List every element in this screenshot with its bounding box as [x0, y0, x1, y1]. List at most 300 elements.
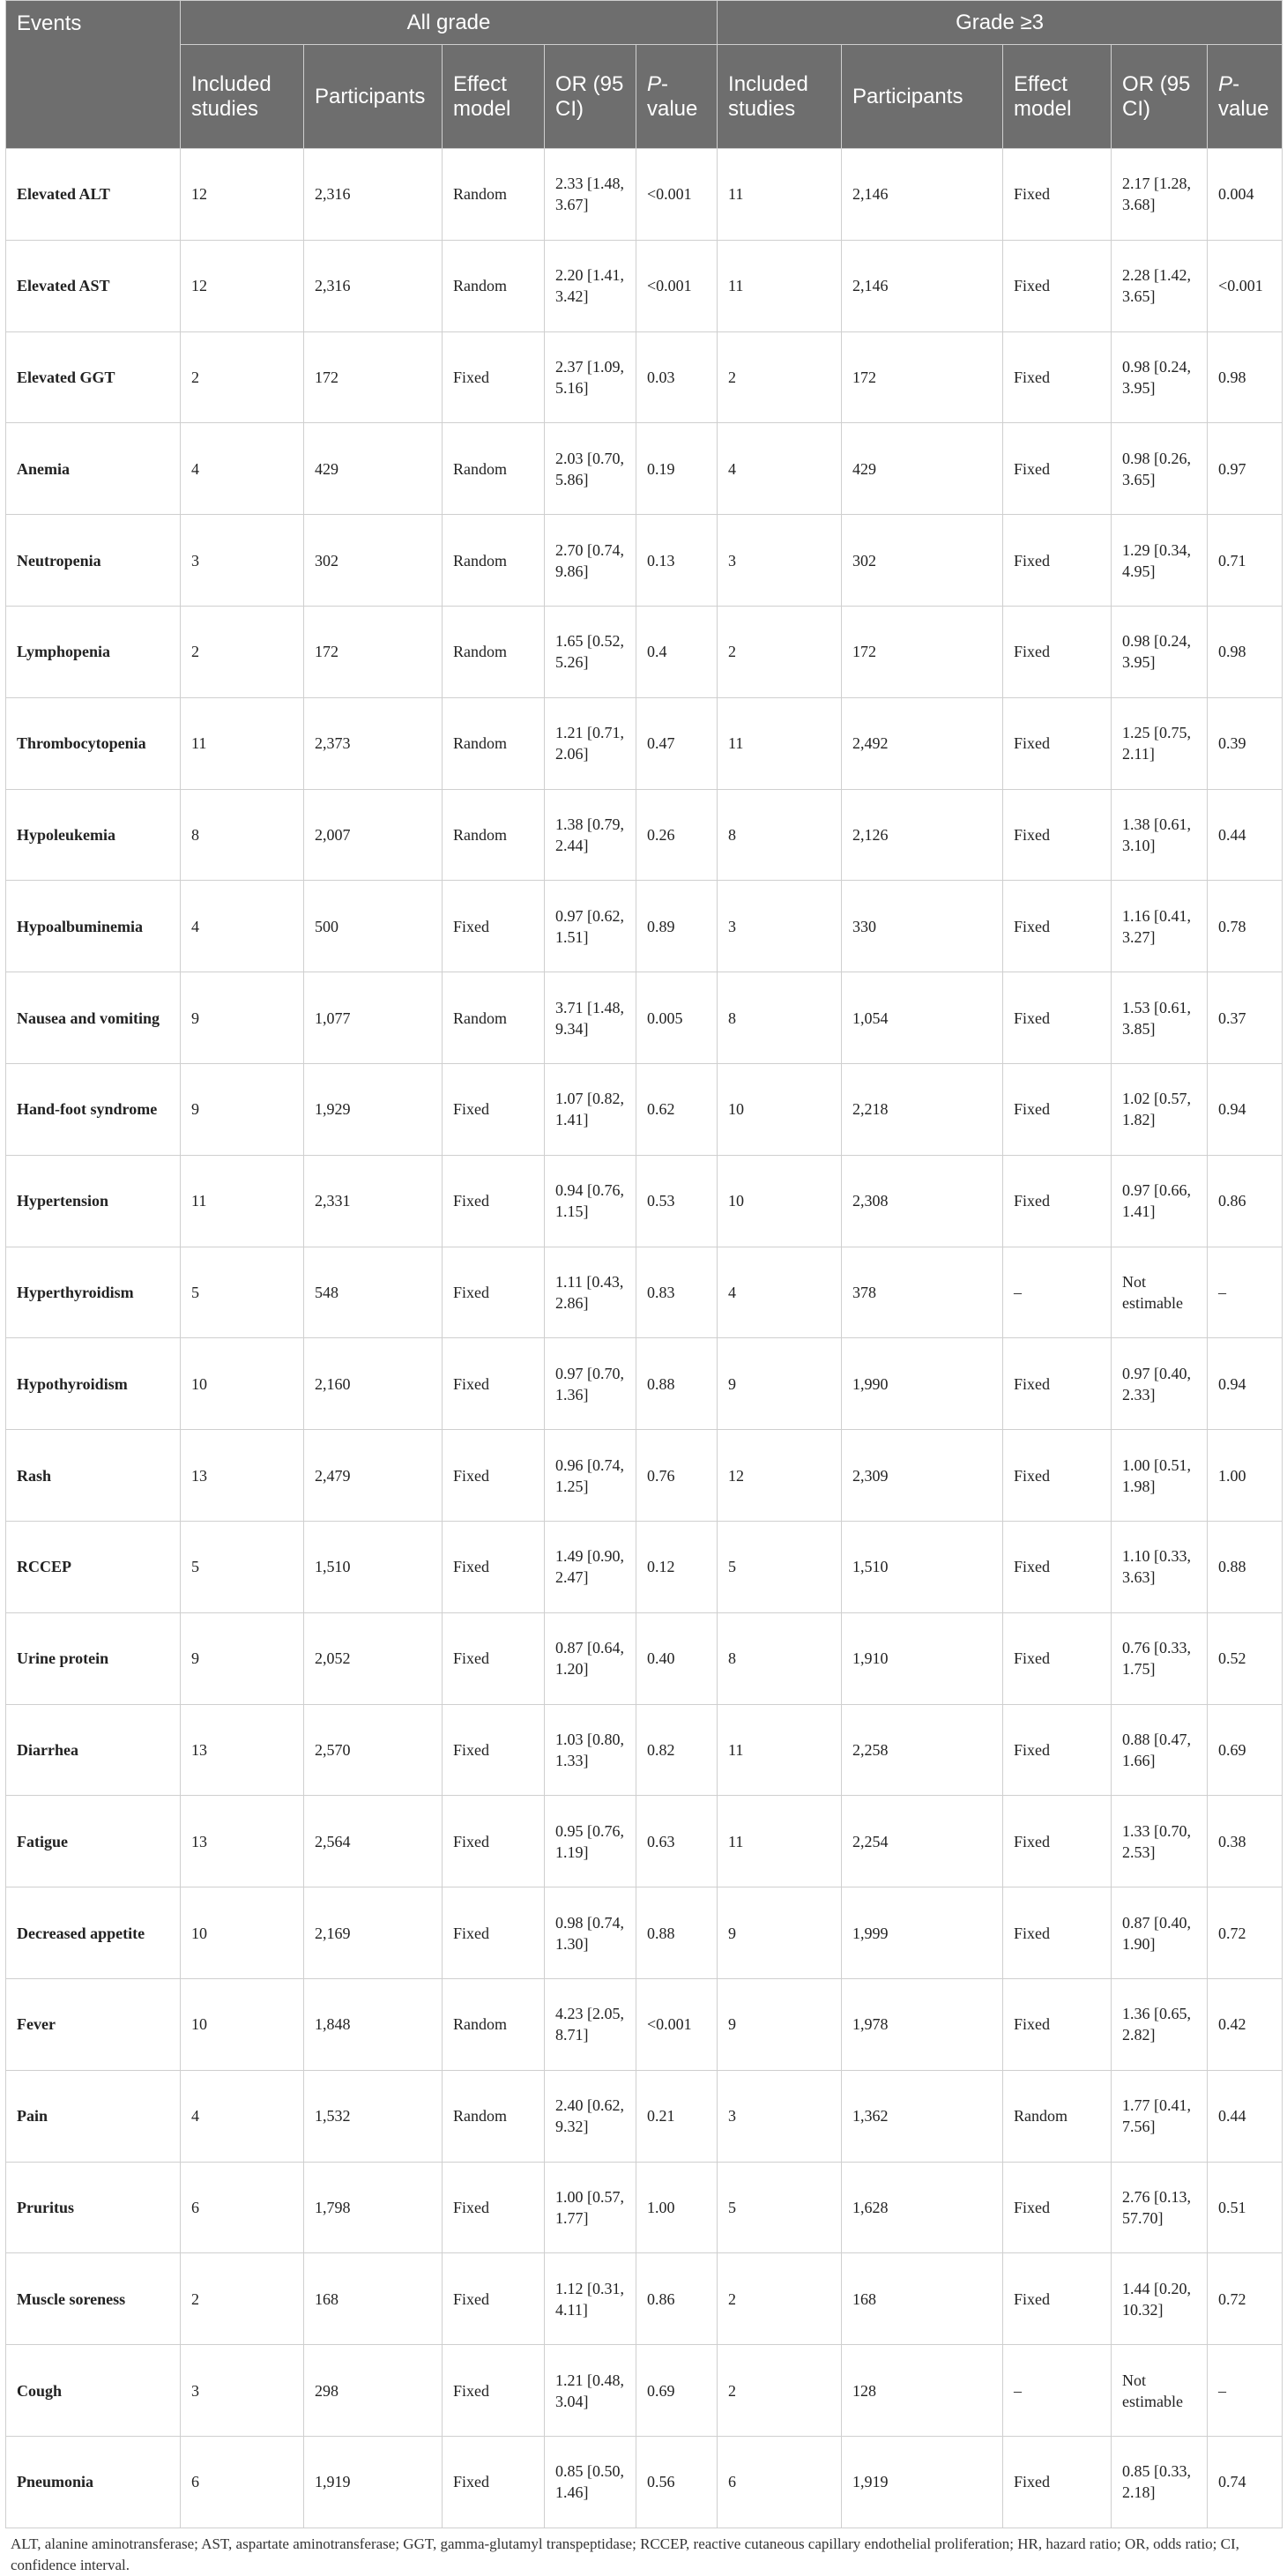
all-or-ci-cell: 3.71 [1.48, 9.34]	[545, 972, 636, 1064]
g3-p-value-cell: 0.004	[1208, 149, 1283, 241]
all-included-cell: 12	[181, 240, 304, 331]
all-effect-model-cell: Fixed	[443, 1887, 545, 1979]
header-g3-p-value	[1208, 45, 1283, 149]
all-p-value-cell: 0.53	[636, 1155, 718, 1247]
all-participants-cell: 2,160	[304, 1338, 443, 1430]
table-row	[6, 515, 1283, 607]
g3-included-cell: 9	[718, 1338, 842, 1430]
g3-or-ci-cell: 1.77 [0.41, 7.56]	[1112, 2070, 1208, 2162]
g3-included-cell: 2	[718, 2253, 842, 2345]
all-participants-cell: 429	[304, 423, 443, 515]
all-p-value-cell: 0.40	[636, 1612, 718, 1704]
all-or-ci-cell: 4.23 [2.05, 8.71]	[545, 1978, 636, 2070]
event-cell: Decreased appetite	[6, 1887, 181, 1979]
g3-included-cell: 6	[718, 2436, 842, 2528]
g3-participants-cell: 1,054	[842, 972, 1003, 1064]
all-participants-cell: 2,316	[304, 240, 443, 331]
all-effect-model-cell: Random	[443, 697, 545, 789]
p-italic: P	[1218, 71, 1233, 96]
all-p-value-cell: 0.69	[636, 2345, 718, 2437]
g3-or-ci-cell: 2.28 [1.42, 3.65]	[1112, 240, 1208, 331]
table-row	[6, 2436, 1283, 2528]
all-p-value-cell: 0.76	[636, 1430, 718, 1522]
all-p-value-cell: 0.62	[636, 1063, 718, 1155]
header-all-or: OR (95 CI)	[545, 45, 636, 149]
all-p-value-cell: 0.13	[636, 515, 718, 607]
all-participants-cell: 302	[304, 515, 443, 607]
g3-or-ci-cell: 1.00 [0.51, 1.98]	[1112, 1430, 1208, 1522]
g3-p-value-cell: 0.42	[1208, 1978, 1283, 2070]
all-p-value-cell: <0.001	[636, 240, 718, 331]
g3-or-ci-cell: 0.97 [0.66, 1.41]	[1112, 1155, 1208, 1247]
header-g3-included: Included studies	[718, 45, 842, 149]
all-effect-model-cell: Fixed	[443, 2162, 545, 2253]
all-participants-cell: 1,919	[304, 2436, 443, 2528]
g3-or-ci-cell: 1.10 [0.33, 3.63]	[1112, 1521, 1208, 1612]
table-row	[6, 1247, 1283, 1338]
g3-included-cell: 8	[718, 789, 842, 881]
all-included-cell: 10	[181, 1338, 304, 1430]
all-p-value-cell: 0.82	[636, 1704, 718, 1796]
table-row	[6, 1796, 1283, 1887]
all-included-cell: 4	[181, 2070, 304, 2162]
all-included-cell: 13	[181, 1704, 304, 1796]
g3-effect-model-cell: Fixed	[1003, 789, 1112, 881]
table-row	[6, 2162, 1283, 2253]
all-participants-cell: 1,532	[304, 2070, 443, 2162]
g3-included-cell: 11	[718, 697, 842, 789]
g3-effect-model-cell: –	[1003, 1247, 1112, 1338]
event-cell: Hand-foot syndrome	[6, 1063, 181, 1155]
g3-effect-model-cell: Fixed	[1003, 1978, 1112, 2070]
g3-effect-model-cell: Fixed	[1003, 423, 1112, 515]
table-row	[6, 1155, 1283, 1247]
all-or-ci-cell: 0.97 [0.70, 1.36]	[545, 1338, 636, 1430]
all-p-value-cell: 1.00	[636, 2162, 718, 2253]
g3-included-cell: 5	[718, 1521, 842, 1612]
header-all-included: Included studies	[181, 45, 304, 149]
all-included-cell: 9	[181, 1063, 304, 1155]
g3-effect-model-cell: Fixed	[1003, 1338, 1112, 1430]
event-cell: Pruritus	[6, 2162, 181, 2253]
event-cell: Cough	[6, 2345, 181, 2437]
all-included-cell: 4	[181, 423, 304, 515]
header-grade3: Grade ≥3	[718, 1, 1283, 45]
table-row	[6, 2253, 1283, 2345]
all-effect-model-cell: Fixed	[443, 331, 545, 423]
g3-p-value-cell: 0.88	[1208, 1521, 1283, 1612]
g3-included-cell: 11	[718, 149, 842, 241]
g3-participants-cell: 168	[842, 2253, 1003, 2345]
table-row	[6, 1063, 1283, 1155]
p-rest: -value	[1218, 71, 1269, 121]
g3-p-value-cell: –	[1208, 1247, 1283, 1338]
table-row	[6, 1430, 1283, 1522]
all-participants-cell: 2,570	[304, 1704, 443, 1796]
event-cell: Pneumonia	[6, 2436, 181, 2528]
g3-participants-cell: 128	[842, 2345, 1003, 2437]
event-cell: Anemia	[6, 423, 181, 515]
g3-or-ci-cell: 1.44 [0.20, 10.32]	[1112, 2253, 1208, 2345]
g3-or-ci-cell: 1.33 [0.70, 2.53]	[1112, 1796, 1208, 1887]
g3-effect-model-cell: –	[1003, 2345, 1112, 2437]
table-row	[6, 1521, 1283, 1612]
all-effect-model-cell: Fixed	[443, 1704, 545, 1796]
g3-included-cell: 2	[718, 606, 842, 697]
g3-effect-model-cell: Fixed	[1003, 515, 1112, 607]
g3-effect-model-cell: Fixed	[1003, 331, 1112, 423]
all-p-value-cell: 0.56	[636, 2436, 718, 2528]
table-row	[6, 789, 1283, 881]
all-participants-cell: 1,798	[304, 2162, 443, 2253]
event-cell: Elevated GGT	[6, 331, 181, 423]
event-cell: Hyperthyroidism	[6, 1247, 181, 1338]
g3-included-cell: 9	[718, 1887, 842, 1979]
all-effect-model-cell: Fixed	[443, 2345, 545, 2437]
g3-or-ci-cell: 2.17 [1.28, 3.68]	[1112, 149, 1208, 241]
g3-p-value-cell: 0.94	[1208, 1338, 1283, 1430]
all-effect-model-cell: Random	[443, 149, 545, 241]
table-row	[6, 606, 1283, 697]
g3-or-ci-cell: 1.36 [0.65, 2.82]	[1112, 1978, 1208, 2070]
g3-p-value-cell: 1.00	[1208, 1430, 1283, 1522]
all-effect-model-cell: Random	[443, 240, 545, 331]
g3-included-cell: 12	[718, 1430, 842, 1522]
g3-participants-cell: 302	[842, 515, 1003, 607]
all-included-cell: 12	[181, 149, 304, 241]
all-included-cell: 9	[181, 972, 304, 1064]
table-row	[6, 697, 1283, 789]
g3-p-value-cell: 0.94	[1208, 1063, 1283, 1155]
all-included-cell: 10	[181, 1978, 304, 2070]
g3-included-cell: 11	[718, 240, 842, 331]
header-all-effect-model: Effect model	[443, 45, 545, 149]
all-included-cell: 4	[181, 881, 304, 972]
all-effect-model-cell: Fixed	[443, 881, 545, 972]
all-or-ci-cell: 0.87 [0.64, 1.20]	[545, 1612, 636, 1704]
g3-effect-model-cell: Fixed	[1003, 606, 1112, 697]
all-or-ci-cell: 0.98 [0.74, 1.30]	[545, 1887, 636, 1979]
g3-included-cell: 9	[718, 1978, 842, 2070]
table-footnote: ALT, alanine aminotransferase; AST, aspartate aminotransferase; GGT, gamma-glutamyl transpeptidase; RCCEP, reactive cutaneous capillary endothelial proliferation; HR, hazard ratio; OR, odds ratio; CI, confidence interval.	[11, 2535, 1239, 2573]
g3-included-cell: 5	[718, 2162, 842, 2253]
g3-p-value-cell: 0.51	[1208, 2162, 1283, 2253]
g3-p-value-cell: 0.52	[1208, 1612, 1283, 1704]
all-p-value-cell: 0.88	[636, 1887, 718, 1979]
all-participants-cell: 2,564	[304, 1796, 443, 1887]
header-all-participants: Participants	[304, 45, 443, 149]
event-cell: Hypoleukemia	[6, 789, 181, 881]
all-p-value-cell: 0.21	[636, 2070, 718, 2162]
table-row	[6, 1978, 1283, 2070]
g3-participants-cell: 1,990	[842, 1338, 1003, 1430]
table-row	[6, 331, 1283, 423]
all-included-cell: 3	[181, 2345, 304, 2437]
all-participants-cell: 1,848	[304, 1978, 443, 2070]
g3-included-cell: 2	[718, 2345, 842, 2437]
table-header	[6, 1, 1283, 149]
g3-or-ci-cell: 1.38 [0.61, 3.10]	[1112, 789, 1208, 881]
all-effect-model-cell: Fixed	[443, 1796, 545, 1887]
g3-participants-cell: 2,308	[842, 1155, 1003, 1247]
g3-effect-model-cell: Fixed	[1003, 1612, 1112, 1704]
g3-effect-model-cell: Fixed	[1003, 2253, 1112, 2345]
table-row	[6, 1704, 1283, 1796]
g3-participants-cell: 172	[842, 606, 1003, 697]
table-row	[6, 2070, 1283, 2162]
g3-or-ci-cell: 0.97 [0.40, 2.33]	[1112, 1338, 1208, 1430]
g3-or-ci-cell: 1.29 [0.34, 4.95]	[1112, 515, 1208, 607]
g3-participants-cell: 1,362	[842, 2070, 1003, 2162]
all-p-value-cell: 0.005	[636, 972, 718, 1064]
g3-effect-model-cell: Fixed	[1003, 2436, 1112, 2528]
event-cell: Hypoalbuminemia	[6, 881, 181, 972]
all-p-value-cell: 0.88	[636, 1338, 718, 1430]
all-or-ci-cell: 2.37 [1.09, 5.16]	[545, 331, 636, 423]
g3-participants-cell: 429	[842, 423, 1003, 515]
header-g3-effect-model: Effect model	[1003, 45, 1112, 149]
table-row	[6, 2345, 1283, 2437]
all-participants-cell: 2,373	[304, 697, 443, 789]
event-cell: Muscle soreness	[6, 2253, 181, 2345]
all-or-ci-cell: 1.12 [0.31, 4.11]	[545, 2253, 636, 2345]
all-participants-cell: 1,077	[304, 972, 443, 1064]
g3-participants-cell: 2,146	[842, 240, 1003, 331]
g3-effect-model-cell: Fixed	[1003, 1521, 1112, 1612]
g3-participants-cell: 1,510	[842, 1521, 1003, 1612]
all-effect-model-cell: Fixed	[443, 2436, 545, 2528]
all-included-cell: 6	[181, 2162, 304, 2253]
g3-included-cell: 3	[718, 881, 842, 972]
all-effect-model-cell: Fixed	[443, 1521, 545, 1612]
g3-p-value-cell: 0.44	[1208, 2070, 1283, 2162]
all-participants-cell: 2,007	[304, 789, 443, 881]
g3-effect-model-cell: Fixed	[1003, 697, 1112, 789]
event-cell: Neutropenia	[6, 515, 181, 607]
g3-effect-model-cell: Fixed	[1003, 972, 1112, 1064]
p-rest: -value	[647, 71, 698, 121]
all-included-cell: 2	[181, 606, 304, 697]
all-effect-model-cell: Fixed	[443, 1612, 545, 1704]
all-participants-cell: 1,929	[304, 1063, 443, 1155]
g3-participants-cell: 330	[842, 881, 1003, 972]
g3-p-value-cell: –	[1208, 2345, 1283, 2437]
all-or-ci-cell: 1.07 [0.82, 1.41]	[545, 1063, 636, 1155]
all-or-ci-cell: 1.11 [0.43, 2.86]	[545, 1247, 636, 1338]
all-p-value-cell: 0.4	[636, 606, 718, 697]
all-participants-cell: 548	[304, 1247, 443, 1338]
table-row	[6, 972, 1283, 1064]
all-or-ci-cell: 0.95 [0.76, 1.19]	[545, 1796, 636, 1887]
all-included-cell: 9	[181, 1612, 304, 1704]
all-p-value-cell: <0.001	[636, 149, 718, 241]
all-effect-model-cell: Random	[443, 606, 545, 697]
all-participants-cell: 2,316	[304, 149, 443, 241]
event-cell: Lymphopenia	[6, 606, 181, 697]
all-or-ci-cell: 2.40 [0.62, 9.32]	[545, 2070, 636, 2162]
all-p-value-cell: 0.26	[636, 789, 718, 881]
event-cell: Hypertension	[6, 1155, 181, 1247]
g3-effect-model-cell: Fixed	[1003, 1063, 1112, 1155]
all-included-cell: 2	[181, 2253, 304, 2345]
g3-included-cell: 4	[718, 423, 842, 515]
g3-participants-cell: 2,258	[842, 1704, 1003, 1796]
all-included-cell: 5	[181, 1521, 304, 1612]
g3-participants-cell: 2,126	[842, 789, 1003, 881]
event-cell: Urine protein	[6, 1612, 181, 1704]
all-p-value-cell: 0.89	[636, 881, 718, 972]
all-effect-model-cell: Fixed	[443, 1338, 545, 1430]
g3-participants-cell: 2,492	[842, 697, 1003, 789]
g3-participants-cell: 2,218	[842, 1063, 1003, 1155]
g3-p-value-cell: 0.71	[1208, 515, 1283, 607]
all-included-cell: 2	[181, 331, 304, 423]
g3-effect-model-cell: Fixed	[1003, 881, 1112, 972]
g3-effect-model-cell: Fixed	[1003, 1704, 1112, 1796]
g3-or-ci-cell: 1.02 [0.57, 1.82]	[1112, 1063, 1208, 1155]
all-or-ci-cell: 1.21 [0.48, 3.04]	[545, 2345, 636, 2437]
event-cell: Fatigue	[6, 1796, 181, 1887]
all-effect-model-cell: Fixed	[443, 2253, 545, 2345]
g3-effect-model-cell: Random	[1003, 2070, 1112, 2162]
all-effect-model-cell: Fixed	[443, 1247, 545, 1338]
g3-participants-cell: 1,919	[842, 2436, 1003, 2528]
all-or-ci-cell: 2.03 [0.70, 5.86]	[545, 423, 636, 515]
all-participants-cell: 1,510	[304, 1521, 443, 1612]
g3-participants-cell: 1,910	[842, 1612, 1003, 1704]
g3-effect-model-cell: Fixed	[1003, 1796, 1112, 1887]
all-or-ci-cell: 0.96 [0.74, 1.25]	[545, 1430, 636, 1522]
all-included-cell: 13	[181, 1796, 304, 1887]
all-effect-model-cell: Fixed	[443, 1155, 545, 1247]
all-p-value-cell: 0.03	[636, 331, 718, 423]
table-row	[6, 1338, 1283, 1430]
all-or-ci-cell: 1.03 [0.80, 1.33]	[545, 1704, 636, 1796]
g3-included-cell: 10	[718, 1155, 842, 1247]
g3-p-value-cell: 0.98	[1208, 331, 1283, 423]
all-p-value-cell: <0.001	[636, 1978, 718, 2070]
g3-participants-cell: 378	[842, 1247, 1003, 1338]
g3-included-cell: 11	[718, 1704, 842, 1796]
table-row	[6, 881, 1283, 972]
all-p-value-cell: 0.47	[636, 697, 718, 789]
all-or-ci-cell: 2.33 [1.48, 3.67]	[545, 149, 636, 241]
g3-or-ci-cell: 2.76 [0.13, 57.70]	[1112, 2162, 1208, 2253]
all-p-value-cell: 0.86	[636, 2253, 718, 2345]
g3-included-cell: 3	[718, 515, 842, 607]
event-cell: Pain	[6, 2070, 181, 2162]
g3-p-value-cell: 0.98	[1208, 606, 1283, 697]
g3-participants-cell: 2,309	[842, 1430, 1003, 1522]
all-participants-cell: 168	[304, 2253, 443, 2345]
g3-effect-model-cell: Fixed	[1003, 1155, 1112, 1247]
g3-effect-model-cell: Fixed	[1003, 1430, 1112, 1522]
all-p-value-cell: 0.12	[636, 1521, 718, 1612]
g3-included-cell: 8	[718, 1612, 842, 1704]
p-italic: P	[647, 71, 662, 96]
g3-included-cell: 4	[718, 1247, 842, 1338]
all-participants-cell: 500	[304, 881, 443, 972]
g3-participants-cell: 1,978	[842, 1978, 1003, 2070]
header-g3-participants: Participants	[842, 45, 1003, 149]
table-row	[6, 1612, 1283, 1704]
table-body	[6, 149, 1283, 2528]
all-participants-cell: 2,052	[304, 1612, 443, 1704]
all-included-cell: 5	[181, 1247, 304, 1338]
all-effect-model-cell: Random	[443, 515, 545, 607]
all-participants-cell: 298	[304, 2345, 443, 2437]
all-included-cell: 6	[181, 2436, 304, 2528]
g3-p-value-cell: <0.001	[1208, 240, 1283, 331]
all-included-cell: 10	[181, 1887, 304, 1979]
header-all-grade: All grade	[181, 1, 718, 45]
g3-p-value-cell: 0.69	[1208, 1704, 1283, 1796]
all-participants-cell: 2,331	[304, 1155, 443, 1247]
all-or-ci-cell: 1.38 [0.79, 2.44]	[545, 789, 636, 881]
g3-effect-model-cell: Fixed	[1003, 1887, 1112, 1979]
all-effect-model-cell: Random	[443, 423, 545, 515]
all-or-ci-cell: 0.97 [0.62, 1.51]	[545, 881, 636, 972]
event-cell: Thrombocytopenia	[6, 697, 181, 789]
g3-effect-model-cell: Fixed	[1003, 240, 1112, 331]
all-or-ci-cell: 2.20 [1.41, 3.42]	[545, 240, 636, 331]
g3-included-cell: 11	[718, 1796, 842, 1887]
g3-p-value-cell: 0.72	[1208, 2253, 1283, 2345]
g3-or-ci-cell: 0.87 [0.40, 1.90]	[1112, 1887, 1208, 1979]
g3-p-value-cell: 0.74	[1208, 2436, 1283, 2528]
all-p-value-cell: 0.19	[636, 423, 718, 515]
g3-effect-model-cell: Fixed	[1003, 2162, 1112, 2253]
g3-included-cell: 10	[718, 1063, 842, 1155]
all-or-ci-cell: 1.21 [0.71, 2.06]	[545, 697, 636, 789]
g3-participants-cell: 1,628	[842, 2162, 1003, 2253]
g3-or-ci-cell: 1.16 [0.41, 3.27]	[1112, 881, 1208, 972]
g3-or-ci-cell: 0.88 [0.47, 1.66]	[1112, 1704, 1208, 1796]
g3-or-ci-cell: 1.25 [0.75, 2.11]	[1112, 697, 1208, 789]
event-cell: Diarrhea	[6, 1704, 181, 1796]
all-included-cell: 11	[181, 697, 304, 789]
g3-p-value-cell: 0.86	[1208, 1155, 1283, 1247]
g3-participants-cell: 2,146	[842, 149, 1003, 241]
all-or-ci-cell: 0.94 [0.76, 1.15]	[545, 1155, 636, 1247]
g3-participants-cell: 172	[842, 331, 1003, 423]
g3-p-value-cell: 0.38	[1208, 1796, 1283, 1887]
event-cell: Fever	[6, 1978, 181, 2070]
all-effect-model-cell: Random	[443, 789, 545, 881]
all-included-cell: 3	[181, 515, 304, 607]
all-participants-cell: 172	[304, 331, 443, 423]
all-effect-model-cell: Fixed	[443, 1430, 545, 1522]
table-row	[6, 1887, 1283, 1979]
g3-or-ci-cell: 0.98 [0.24, 3.95]	[1112, 606, 1208, 697]
all-included-cell: 8	[181, 789, 304, 881]
all-included-cell: 11	[181, 1155, 304, 1247]
g3-p-value-cell: 0.37	[1208, 972, 1283, 1064]
all-effect-model-cell: Random	[443, 2070, 545, 2162]
event-cell: RCCEP	[6, 1521, 181, 1612]
g3-p-value-cell: 0.44	[1208, 789, 1283, 881]
header-events: Events	[6, 1, 181, 149]
all-participants-cell: 2,479	[304, 1430, 443, 1522]
g3-effect-model-cell: Fixed	[1003, 149, 1112, 241]
all-p-value-cell: 0.63	[636, 1796, 718, 1887]
g3-p-value-cell: 0.78	[1208, 881, 1283, 972]
all-or-ci-cell: 1.65 [0.52, 5.26]	[545, 606, 636, 697]
adverse-events-table	[5, 0, 1283, 2528]
g3-included-cell: 8	[718, 972, 842, 1064]
all-p-value-cell: 0.83	[636, 1247, 718, 1338]
all-participants-cell: 172	[304, 606, 443, 697]
